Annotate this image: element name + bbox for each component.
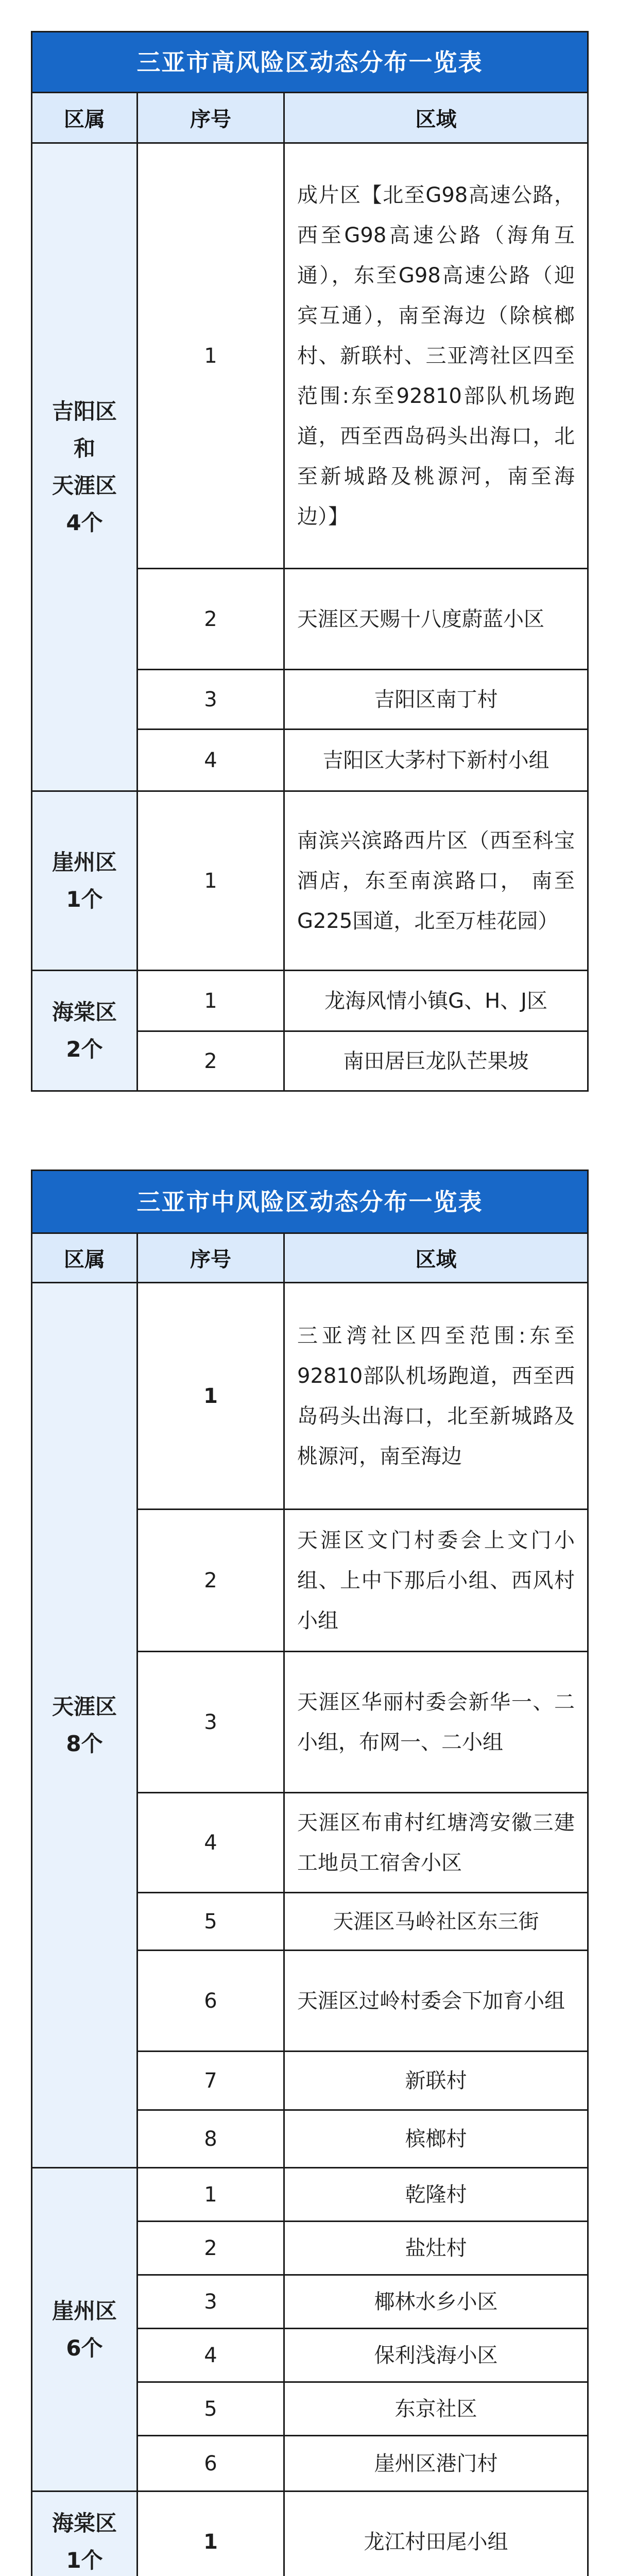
area-cell: 天涯区文门村委会上文门小组、上中下那后小组、西风村小组: [284, 1510, 588, 1652]
header-number: 序号: [138, 93, 284, 143]
row-number: 5: [138, 1893, 284, 1951]
table-title: 三亚市中风险区动态分布一览表: [32, 1171, 588, 1233]
area-cell: 龙江村田尾小组: [284, 2492, 588, 2576]
row-number: 4: [138, 1793, 284, 1893]
row-number: 2: [138, 569, 284, 670]
row-number: 2: [138, 1031, 284, 1091]
row-number: 7: [138, 2052, 284, 2110]
district-cell: 崖州区 1个: [32, 791, 138, 971]
area-cell: 龙海风情小镇G、H、J区: [284, 971, 588, 1031]
row-number: 1: [138, 791, 284, 971]
row-number: 1: [138, 1283, 284, 1510]
high-risk-table: [31, 31, 589, 1092]
row-number: 1: [138, 2492, 284, 2576]
row-number: 1: [138, 971, 284, 1031]
area-cell: 天涯区华丽村委会新华一、二小组，布网一、二小组: [284, 1652, 588, 1793]
district-cell: 海棠区 1个: [32, 2492, 138, 2576]
area-cell: 盐灶村: [284, 2222, 588, 2275]
row-number: 4: [138, 730, 284, 791]
area-cell: 成片区【北至G98高速公路，西至G98高速公路（海角互通），东至G98高速公路（迎宾互通），南至海边（除槟榔村、新联村、三亚湾社区四至范围:东至92810部队机场跑道，西至西岛码头出海口，北至新城路及桃源河，南至海边）】: [284, 143, 588, 569]
area-cell: 东京社区: [284, 2382, 588, 2436]
header-number: 序号: [138, 1233, 284, 1283]
row-number: 5: [138, 2382, 284, 2436]
row-number: 4: [138, 2329, 284, 2382]
row-number: 3: [138, 670, 284, 730]
area-cell: 吉阳区大茅村下新村小组: [284, 730, 588, 791]
area-cell: 椰林水乡小区: [284, 2275, 588, 2329]
row-number: 1: [138, 143, 284, 569]
area-cell: 天涯区过岭村委会下加育小组: [284, 1951, 588, 2052]
district-cell: 海棠区 2个: [32, 971, 138, 1091]
header-area: 区域: [284, 93, 588, 143]
header-district: 区属: [32, 1233, 138, 1283]
row-number: 2: [138, 2222, 284, 2275]
area-cell: 天涯区天赐十八度蔚蓝小区: [284, 569, 588, 670]
row-number: 1: [138, 2168, 284, 2222]
area-cell: 保利浅海小区: [284, 2329, 588, 2382]
header-district: 区属: [32, 93, 138, 143]
row-number: 2: [138, 1510, 284, 1652]
row-number: 3: [138, 2275, 284, 2329]
medium-risk-table: [31, 1170, 589, 2576]
row-number: 6: [138, 1951, 284, 2052]
area-cell: 槟榔村: [284, 2110, 588, 2168]
area-cell: 三亚湾社区四至范围:东至92810部队机场跑道，西至西岛码头出海口，北至新城路及桃源河，南至海边: [284, 1283, 588, 1510]
table-title: 三亚市高风险区动态分布一览表: [32, 32, 588, 93]
area-cell: 新联村: [284, 2052, 588, 2110]
row-number: 8: [138, 2110, 284, 2168]
header-area: 区域: [284, 1233, 588, 1283]
area-cell: 崖州区港门村: [284, 2436, 588, 2492]
row-number: 6: [138, 2436, 284, 2492]
district-cell: 吉阳区 和 天涯区 4个: [32, 143, 138, 791]
row-number: 3: [138, 1652, 284, 1793]
area-cell: 南田居巨龙队芒果坡: [284, 1031, 588, 1091]
district-cell: 崖州区 6个: [32, 2168, 138, 2492]
area-cell: 天涯区布甫村红塘湾安徽三建工地员工宿舍小区: [284, 1793, 588, 1893]
area-cell: 乾隆村: [284, 2168, 588, 2222]
area-cell: 吉阳区南丁村: [284, 670, 588, 730]
area-cell: 天涯区马岭社区东三街: [284, 1893, 588, 1951]
district-cell: 天涯区 8个: [32, 1283, 138, 2168]
area-cell: 南滨兴滨路西片区（西至科宝酒店，东至南滨路口， 南至G225国道，北至万桂花园）: [284, 791, 588, 971]
